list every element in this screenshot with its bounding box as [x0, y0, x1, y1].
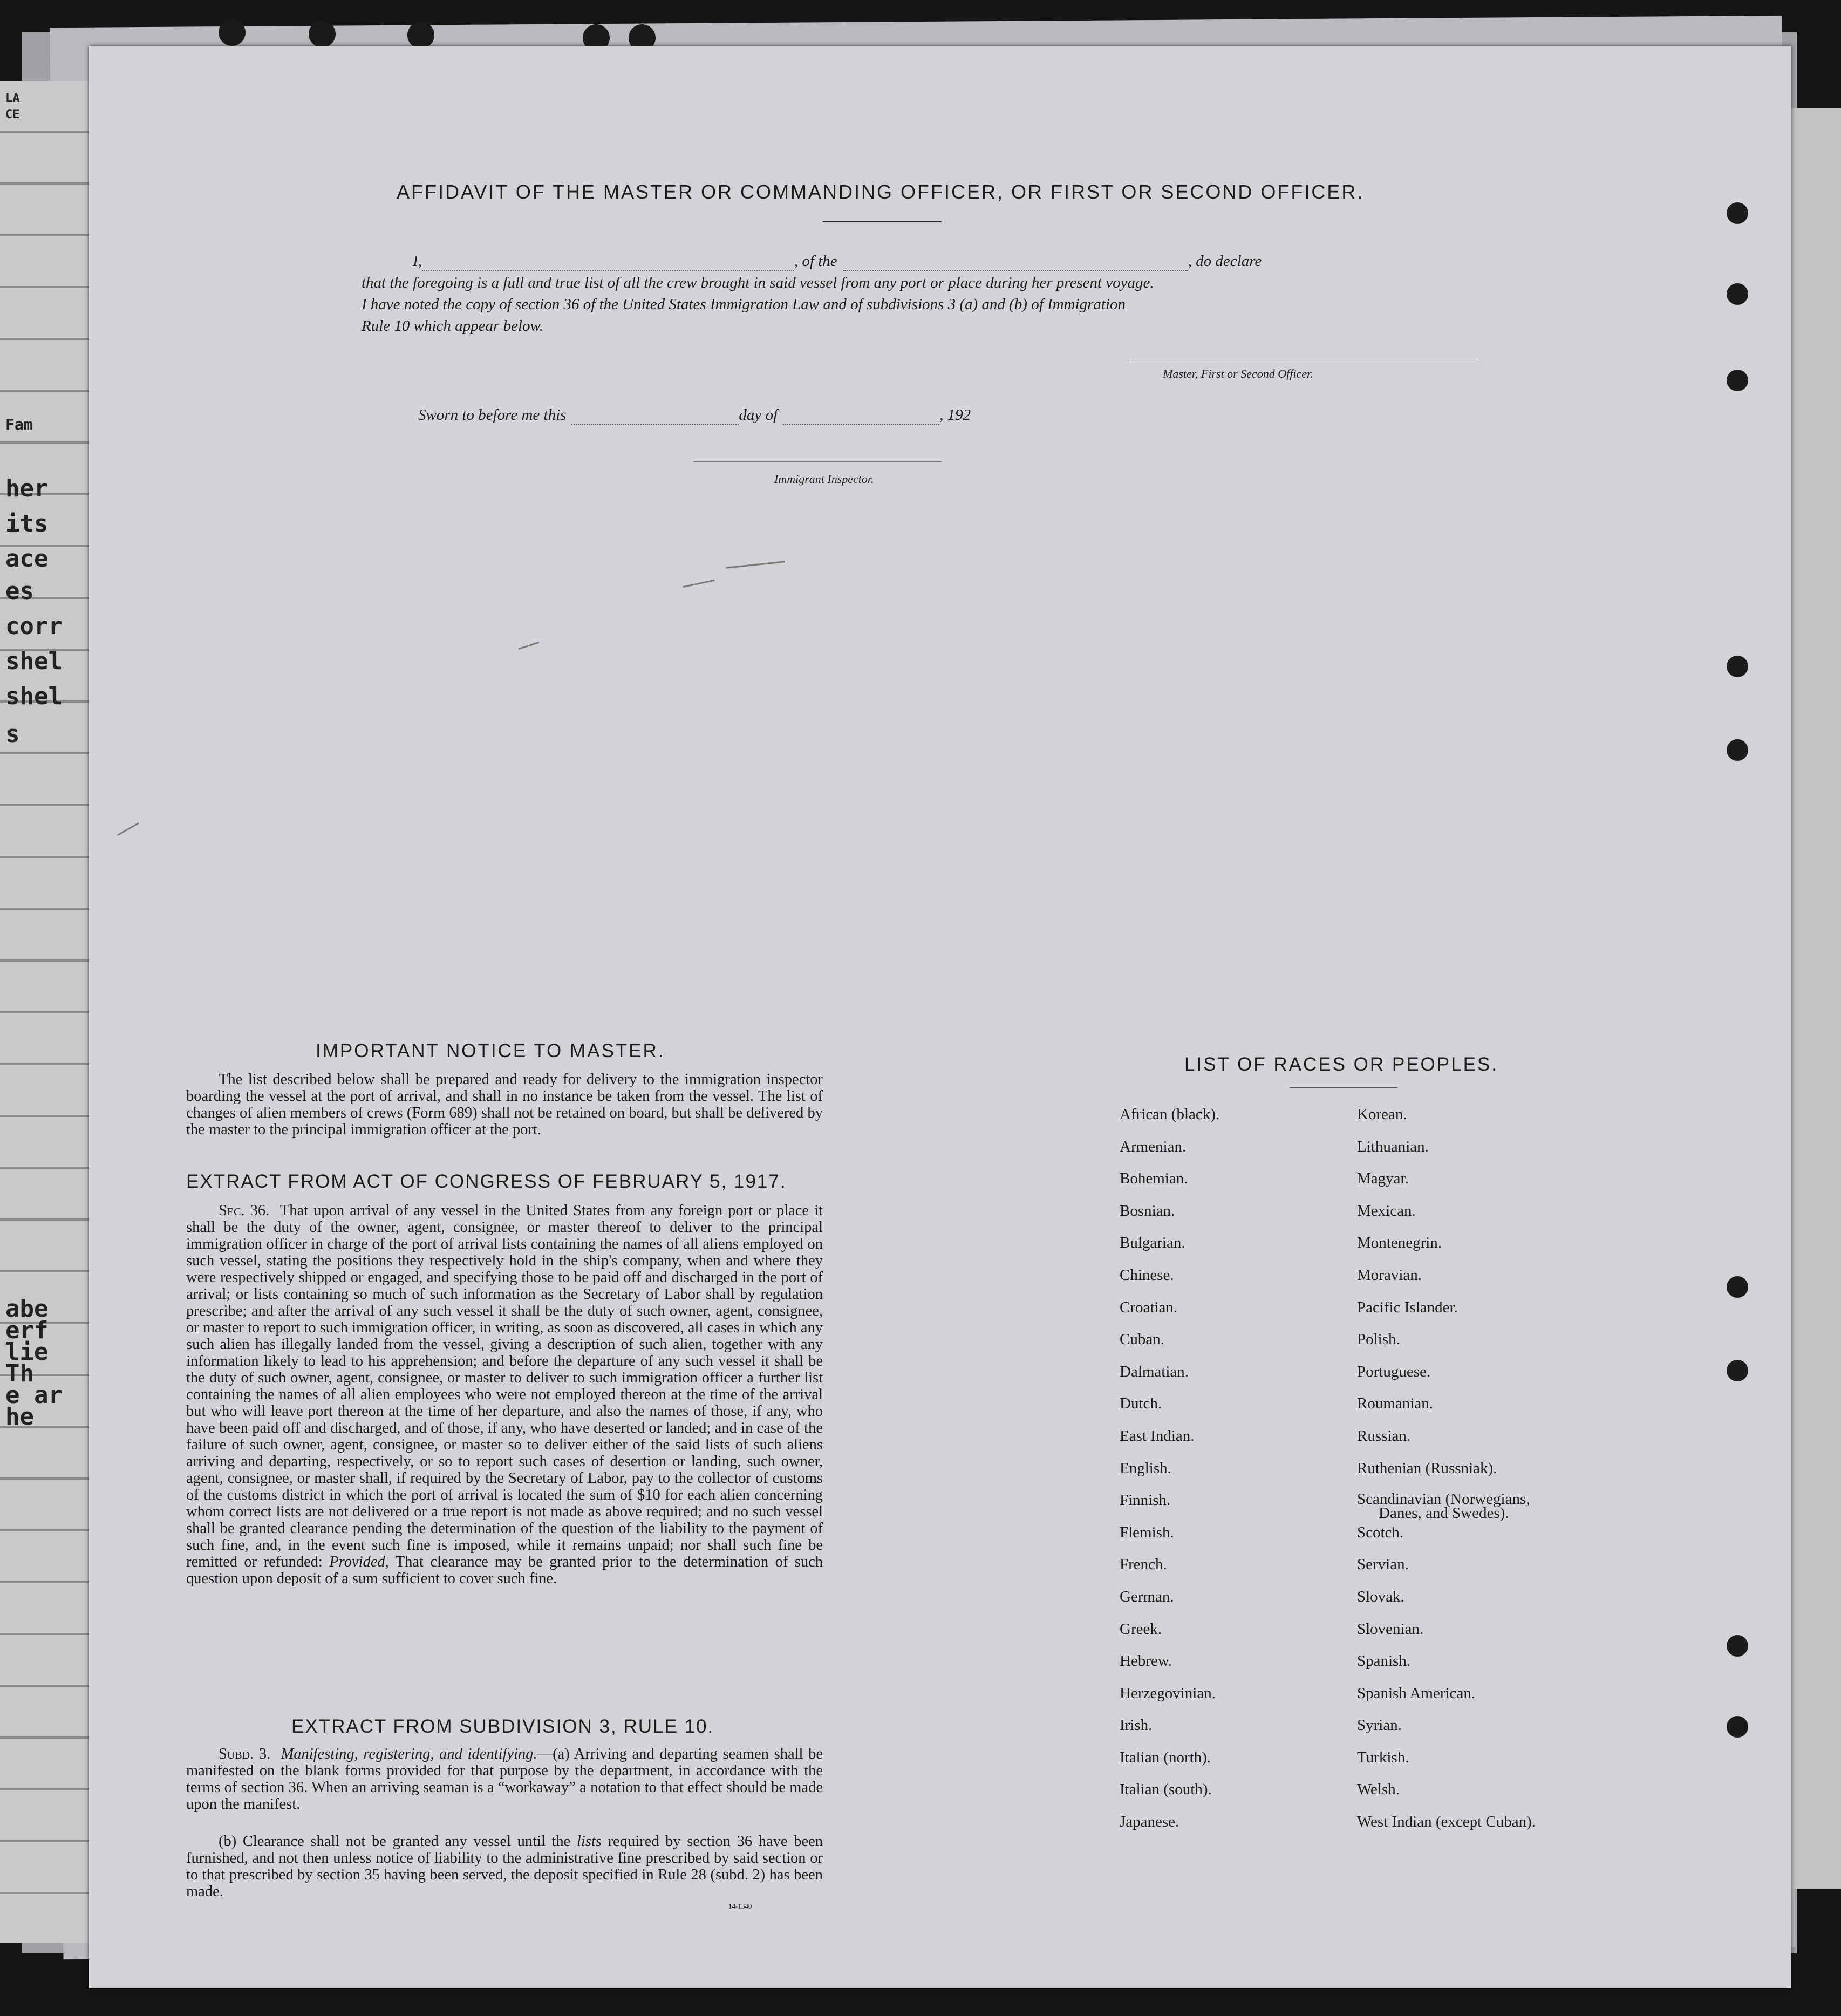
edge-fragment: corr — [5, 612, 63, 640]
edge-fragment: ace — [5, 545, 49, 573]
extract-act-title: EXTRACT FROM ACT OF CONGRESS OF FEBRUARY 5, 1917. — [186, 1171, 787, 1192]
race-item: Korean. — [1357, 1106, 1407, 1123]
races-title-rule — [1290, 1087, 1397, 1088]
race-item: Dutch. — [1120, 1395, 1162, 1413]
race-item: Lithuanian. — [1357, 1138, 1429, 1155]
punch-hole — [219, 19, 246, 46]
extract-rule-a — [186, 1746, 823, 1813]
race-item: Servian. — [1357, 1556, 1409, 1574]
races-left-column — [1120, 1106, 1335, 1846]
sworn-text: Sworn to before me this — [418, 406, 567, 424]
form-page — [89, 46, 1791, 1988]
race-item: Chinese. — [1120, 1266, 1174, 1284]
race-item: Russian. — [1357, 1427, 1411, 1445]
race-item — [1357, 1492, 1659, 1524]
sec-label: Sec. 36. — [219, 1202, 270, 1219]
race-item: Portuguese. — [1357, 1363, 1431, 1380]
race-item-text: Scandinavian (Norwegians, — [1357, 1490, 1530, 1508]
race-item: Roumanian. — [1357, 1395, 1433, 1413]
race-item: Irish. — [1120, 1717, 1153, 1734]
punch-hole — [1727, 202, 1748, 224]
races-right-column — [1357, 1106, 1659, 1846]
extract-act-body — [186, 1202, 823, 1587]
race-item: Bulgarian. — [1120, 1234, 1185, 1252]
race-item: Bohemian. — [1120, 1170, 1188, 1188]
sworn-line — [418, 405, 1174, 425]
race-item: Hebrew. — [1120, 1652, 1172, 1670]
race-item: Greek. — [1120, 1620, 1162, 1638]
races-title: LIST OF RACES OR PEOPLES. — [1184, 1054, 1499, 1075]
edge-fragment: its — [5, 510, 49, 537]
edge-fragment: her — [5, 475, 49, 502]
edge-fragment: CE — [5, 108, 20, 121]
edge-fragment: Th — [5, 1360, 34, 1387]
race-item: Spanish. — [1357, 1652, 1411, 1670]
race-item: French. — [1120, 1556, 1167, 1574]
affidavit-line-4: Rule 10 which appear below. — [362, 317, 543, 335]
punch-hole — [1727, 1716, 1748, 1738]
form-number: 14-1340 — [728, 1902, 752, 1910]
race-item: Herzegovinian. — [1120, 1684, 1216, 1702]
race-item: Moravian. — [1357, 1266, 1422, 1284]
race-item: Japanese. — [1120, 1813, 1179, 1831]
race-item: East Indian. — [1120, 1427, 1195, 1445]
edge-fragment: LA — [5, 92, 20, 105]
stray-mark — [683, 580, 714, 588]
race-item: African (black). — [1120, 1106, 1220, 1123]
name-blank[interactable] — [422, 256, 794, 271]
race-item: Finnish. — [1120, 1491, 1171, 1509]
edge-fragment: erf — [5, 1317, 49, 1344]
punch-hole — [1727, 739, 1748, 761]
race-item: German. — [1120, 1588, 1174, 1605]
race-item: Ruthenian (Russniak). — [1357, 1459, 1497, 1477]
race-item: English. — [1120, 1459, 1171, 1477]
punch-hole — [1727, 1635, 1748, 1657]
subd-a-text: —(a) Arriving and departing seamen shall be manifested on the blank forms provided for that purpose by the department, in accordance with the terms of section 36. When an arriving seaman is a “workaway” a notation to that effect should be made upon the manifest. — [186, 1746, 823, 1813]
race-item: Turkish. — [1357, 1748, 1409, 1766]
punch-hole — [407, 22, 434, 49]
subd-b-text-1: (b) Clearance shall not be granted any vessel until the — [219, 1833, 571, 1850]
punch-hole — [1727, 656, 1748, 677]
edge-fragment: lie — [5, 1338, 49, 1366]
race-item: Syrian. — [1357, 1717, 1402, 1734]
race-item: Magyar. — [1357, 1170, 1409, 1188]
extract-rule-title: EXTRACT FROM SUBDIVISION 3, RULE 10. — [291, 1716, 714, 1737]
affidavit-line-2: that the foregoing is a full and true list of all the crew brought in said vessel from any port or place during her present voyage. — [362, 274, 1154, 291]
race-item: Montenegrin. — [1357, 1234, 1442, 1252]
edge-fragment: shel — [5, 648, 63, 675]
affidavit-do-declare: , do declare — [1188, 253, 1262, 270]
vessel-blank[interactable] — [843, 256, 1188, 271]
signer-label: Master, First or Second Officer. — [1163, 367, 1313, 380]
race-item: Flemish. — [1120, 1523, 1174, 1541]
inspector-signature-line — [693, 461, 942, 462]
sec-text-end: That clearance may be granted prior to the determination of such question upon deposit of a sum sufficient to cover such fine. — [186, 1554, 823, 1587]
race-item: Dalmatian. — [1120, 1363, 1189, 1380]
provided-text: Provided, — [329, 1554, 389, 1570]
race-item: Spanish American. — [1357, 1684, 1476, 1702]
subd-b-text-2: required by section 36 have been furnished, and not then unless notice of liability to the administrative fine prescribed by said section or to that prescribed by section 35 having been served, the deposit specified in Rule 28 (subd. 2) has been made. — [186, 1833, 823, 1900]
affidavit-of-the: , of the — [794, 253, 837, 270]
affidavit-title: AFFIDAVIT OF THE MASTER OR COMMANDING OFFICER, OR FIRST OR SECOND OFFICER. — [397, 181, 1365, 203]
extract-rule-b — [186, 1833, 823, 1900]
edge-fragment: s — [5, 720, 20, 748]
edge-fragment: shel — [5, 683, 63, 710]
notice-title: IMPORTANT NOTICE TO MASTER. — [316, 1040, 665, 1061]
affidavit-line-3: I have noted the copy of section 36 of the United States Immigration Law and of subdivisions 3 (a) and (b) of Immigration — [362, 296, 1126, 313]
race-item: Polish. — [1357, 1331, 1400, 1348]
race-item: Italian (south). — [1120, 1781, 1212, 1799]
race-item-continuation: Danes, and Swedes). — [1379, 1504, 1509, 1522]
month-blank[interactable] — [783, 410, 939, 425]
race-item: Mexican. — [1357, 1202, 1416, 1220]
title-rule — [823, 221, 942, 222]
race-item: Welsh. — [1357, 1781, 1400, 1799]
race-item: West Indian (except Cuban). — [1357, 1813, 1536, 1831]
race-item: Pacific Islander. — [1357, 1298, 1458, 1316]
race-item: Scotch. — [1357, 1523, 1404, 1541]
punch-hole — [1727, 370, 1748, 391]
race-item: Cuban. — [1120, 1331, 1164, 1348]
edge-fragment: Fam — [5, 416, 33, 433]
sec-text: That upon arrival of any vessel in the United States from any foreign port or place it shall be the duty of the owner, agent, consignee, or master thereof to deliver to the principal immigration officer in charge of the port of arrival lists containing the names of all aliens employed on such vessel, stating the positions they respectively hold in the ship's company, when and where they were respectively shipped or engaged, and specifying those to be paid off and discharged in the port of arrival; or lists containing so much of such information as the Secretary of Labor shall by regulation prescribe; and after the arrival of any such vessel it shall be the duty of such owner, agent, consignee, or master to report to such immigration officer, in writing, as soon as discovered, all cases in which any such alien has illegally landed from the vessel, giving a description of such alien, together with any information likely to lead to his apprehension; and before the departure of any such vessel it shall be the duty of such owner, agent, consignee, or master to deliver to such immigration officer a further list containing the names of all alien employees who were not employed thereon at the time of the arrival but who will leave port thereon at the time of her departure, and also the names of those, if any, who have been paid off and discharged, and of those, if any, who have deserted or landed; and in case of the failure of such owner, agent, consignee, or master so to deliver either of the said lists of such aliens arriving and departing, respectively, or so to report such cases of desertion or landing, such owner, agent, consignee, or master shall, if required by the Secretary of Labor, pay to the collector of customs of the customs district in which the port of arrival is located the sum of $10 for each alien concerning whom correct lists are not delivered or a true report is not made as above required; and no such vessel shall be granted clearance pending the determination of the question of the liability to the payment of such fine, and, in the event such fine is imposed, while it remains unpaid; nor shall such fine be remitted or refunded: — [186, 1202, 823, 1570]
stray-mark — [117, 822, 139, 836]
day-blank[interactable] — [571, 410, 739, 425]
punch-hole — [1727, 1276, 1748, 1298]
race-item: Bosnian. — [1120, 1202, 1175, 1220]
race-item: Italian (north). — [1120, 1748, 1211, 1766]
subd-title: Manifesting, registering, and identifying. — [281, 1746, 537, 1762]
affidavit-i: I, — [413, 253, 422, 270]
race-item: Slovak. — [1357, 1588, 1404, 1605]
inspector-label: Immigrant Inspector. — [774, 472, 874, 486]
edge-fragment: he — [5, 1403, 34, 1431]
notice-body: The list described below shall be prepared and ready for delivery to the immigration inspector boarding the vessel at the port of arrival, and shall in no instance be taken from the vessel. The list of changes of alien members of crews (Form 689) shall not be retained on board, but shall be delivered by the master to the principal immigration officer at the port. — [186, 1071, 823, 1138]
edge-fragment: e ar — [5, 1381, 63, 1409]
adjacent-page-strip — [0, 81, 97, 1943]
stray-mark — [726, 561, 785, 568]
edge-fragment: es — [5, 577, 34, 605]
punch-hole — [309, 21, 336, 47]
race-item: Croatian. — [1120, 1298, 1178, 1316]
race-item: Slovenian. — [1357, 1620, 1424, 1638]
affidavit-line-1 — [413, 251, 1492, 271]
year-text: , 192 — [939, 406, 971, 424]
subd-b-lists: lists — [576, 1833, 602, 1850]
subd-label: Subd. 3. — [219, 1746, 271, 1762]
race-item: Armenian. — [1120, 1138, 1187, 1155]
punch-hole — [1727, 1360, 1748, 1381]
edge-fragment: abe — [5, 1295, 49, 1323]
stray-mark — [519, 642, 540, 650]
day-of-text: day of — [739, 406, 778, 424]
punch-hole — [1727, 283, 1748, 305]
